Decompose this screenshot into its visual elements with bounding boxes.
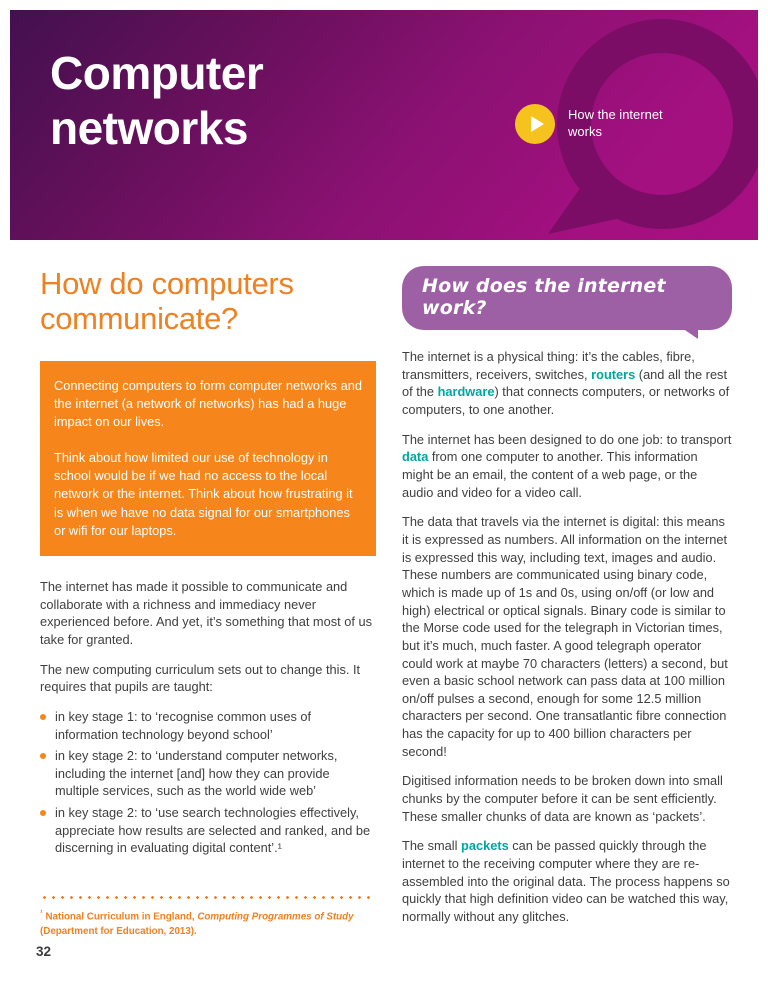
video-label: How the internet works xyxy=(568,107,663,139)
key-stage-list xyxy=(40,708,376,857)
left-column xyxy=(40,266,376,938)
page-title xyxy=(50,46,263,156)
paragraph xyxy=(402,348,732,419)
text-segment: The internet has been designed to do one job: to transport xyxy=(402,431,732,447)
page-title-line2: networks xyxy=(50,102,248,155)
list-item xyxy=(40,747,376,800)
text-segment: (and all the rest of the xyxy=(402,366,728,400)
page-number: 32 xyxy=(36,944,52,959)
bullet-icon xyxy=(40,753,46,759)
list-item-text: in key stage 2: to ‘understand computer networks, including the internet [and] how they can provide multiple services, such as the world wide web’ xyxy=(55,748,338,799)
text-segment: The small xyxy=(402,838,462,854)
footnote-title: Computing Programmes of Study xyxy=(197,911,354,923)
footnote-block xyxy=(40,896,376,940)
paragraph xyxy=(402,431,732,502)
footnote xyxy=(40,907,370,940)
footnote-text: (Department for Education, 2013). xyxy=(40,925,197,937)
callout-paragraph: Think about how limited our use of technology in school would be if we had no access to the local network or the internet. Think about how frustrating it is when we have no data signal for our smartphones or wifi for our laptops. xyxy=(54,450,353,538)
glossary-term: routers xyxy=(591,366,636,382)
play-icon[interactable] xyxy=(515,104,555,144)
page-title-line1: Computer xyxy=(50,47,264,99)
dotted-divider xyxy=(40,896,374,899)
text-segment: The internet is a physical thing: it’s the cables, fibre, transmitters, receivers, switches, xyxy=(402,349,695,382)
intro-callout-box xyxy=(40,361,376,556)
video-link[interactable] xyxy=(515,104,680,144)
glossary-term: hardware xyxy=(437,384,495,400)
play-triangle-icon xyxy=(531,116,544,132)
list-item-text: in key stage 2: to ‘use search technologies effectively, appreciate how results are selected and ranked, and be discerning in evaluating digital content’.¹ xyxy=(55,805,371,856)
question-bubble xyxy=(402,266,732,330)
paragraph: The new computing curriculum sets out to change this. It requires that pupils are taught: xyxy=(40,661,361,695)
footnote-marker: ¹ xyxy=(40,908,43,917)
footnote-text: National Curriculum in England, xyxy=(42,911,198,923)
bullet-icon xyxy=(40,810,46,816)
paragraph xyxy=(402,837,732,925)
bullet-icon xyxy=(40,714,46,720)
text-segment: from one computer to another. This information might be an email, the content of a web page, or the audio and video for a video call. xyxy=(402,449,698,500)
header-banner xyxy=(10,10,758,240)
paragraph: Digitised information needs to be broken down into small chunks by the computer before it can be sent efficiently. These smaller chunks of data are known as ‘packets’. xyxy=(402,773,723,824)
section-heading: How do computers communicate? xyxy=(40,266,294,337)
question-bubble-text: How does the internet work? xyxy=(422,275,666,319)
callout-paragraph: Connecting computers to form computer networks and the internet (a network of networks) has had a huge impact on our lives. xyxy=(54,377,362,429)
list-item-text: in key stage 1: to ‘recognise common uses of information technology beyond school’ xyxy=(55,708,312,742)
content-area xyxy=(0,240,768,938)
list-item xyxy=(40,708,376,743)
text-segment: can be passed quickly through the internet to the receiving computer where they are re-assembled into the original data. The process happens so quickly that high definition video can be watched this way, normally without any glitches. xyxy=(402,838,730,925)
glossary-term: data xyxy=(402,449,429,465)
paragraph: The data that travels via the internet is digital: this means it is expressed as numbers. All information on the internet is expressed this way, including text, images and audio. These numbers are communicated using binary code, which is made up of 1s and 0s, using on/off (or low and high) electrical or optical signals. Binary code is similar to the Morse code used for the telegraph in Victorian times, but it’s much, much faster. A good telegraph operator could work at maybe 70 characters (letters) a second, but even a basic school network can pass data at 100 million on/off pulses a second, enough for some 12.5 million characters per second. One transatlantic fibre connection has the capacity for up to 400 billion characters per second! xyxy=(402,514,728,759)
text-segment: ) that connects computers, or networks of computers, to one another. xyxy=(402,384,730,417)
right-column xyxy=(402,266,732,938)
list-item xyxy=(40,804,376,857)
paragraph: The internet has made it possible to communicate and collaborate with a richness and immediacy never experienced before. And yet, it’s something that most of us take for granted. xyxy=(40,578,372,647)
glossary-term: packets xyxy=(461,838,509,854)
